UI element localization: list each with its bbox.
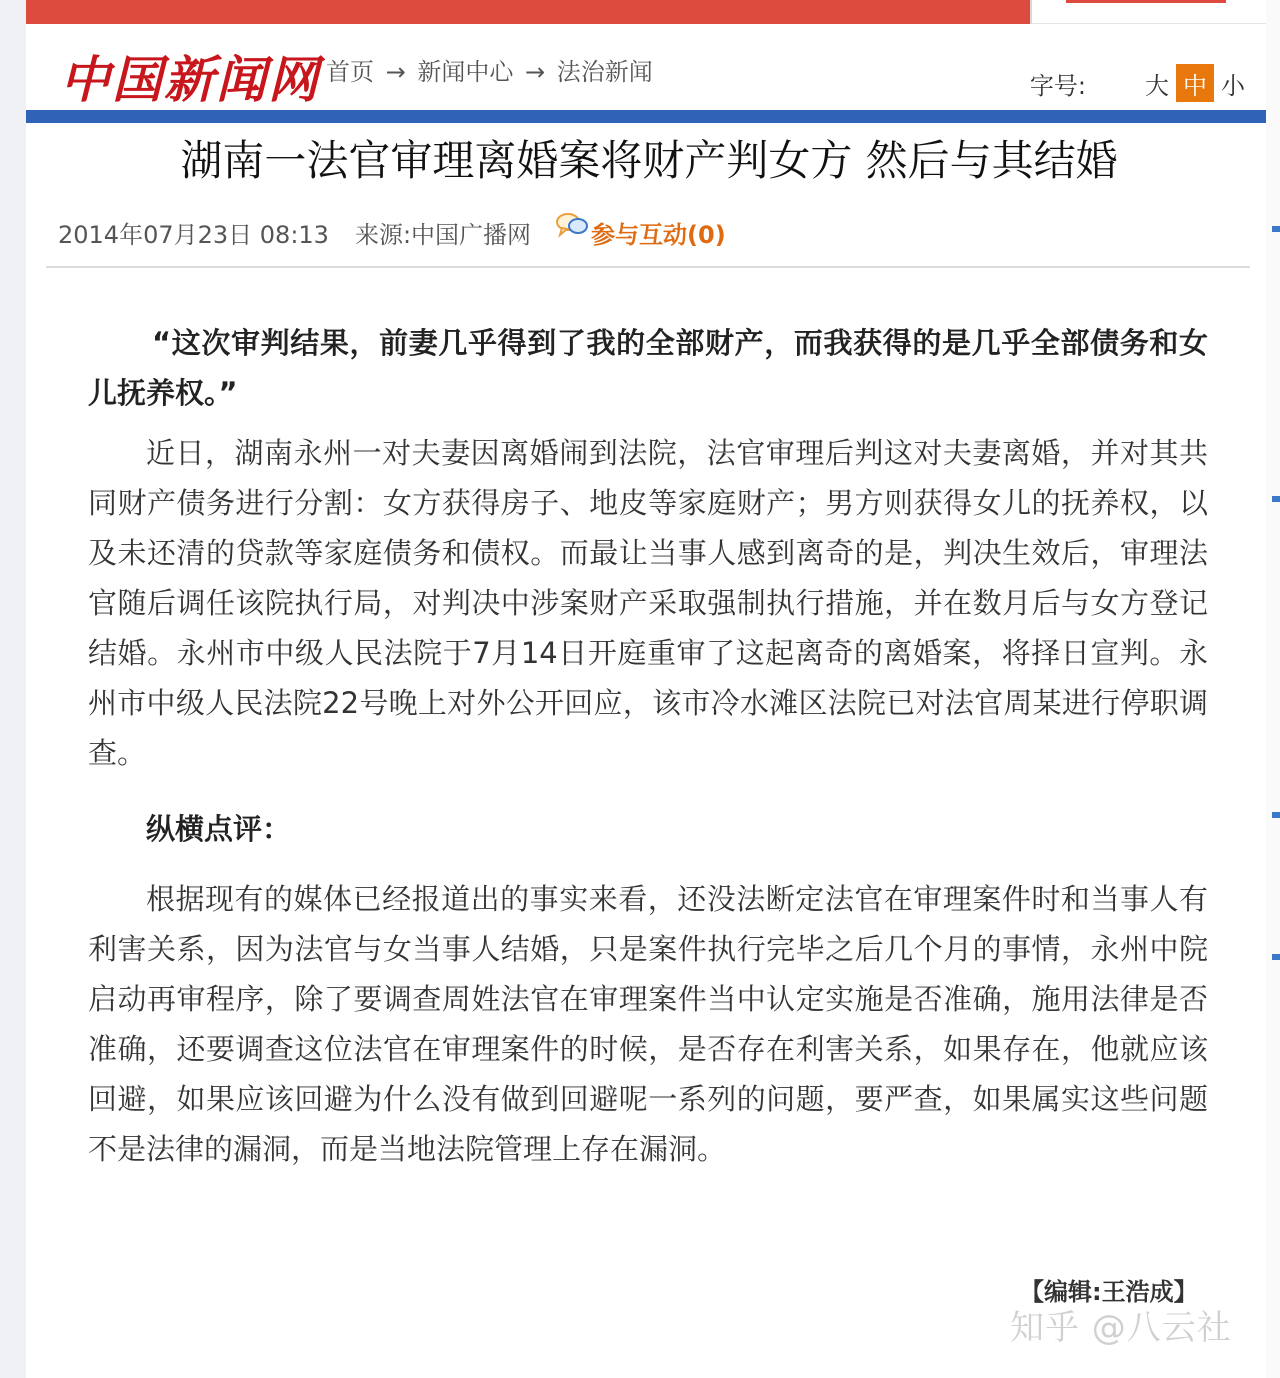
breadcrumb-legal-news-link[interactable]: 法治新闻 <box>556 58 653 86</box>
breadcrumb-news-center-link[interactable]: 新闻中心 <box>417 58 514 86</box>
scroll-marker <box>1272 812 1280 818</box>
font-size-medium-button[interactable]: 中 <box>1176 64 1214 102</box>
editor-credit: 【编辑:王浩成】 <box>1020 1278 1198 1306</box>
source-name: 中国广播网 <box>411 221 532 249</box>
font-size-small-button[interactable]: 小 <box>1221 71 1245 100</box>
interact-label: 参与互动(0) <box>591 221 726 249</box>
top-red-bar <box>26 0 1030 24</box>
scroll-marker <box>1272 954 1280 960</box>
source-label: 来源: <box>354 221 412 249</box>
interact-link[interactable] <box>555 215 726 250</box>
font-size-label: 字号: <box>1029 71 1086 100</box>
header-blue-bar <box>26 110 1266 123</box>
left-gutter <box>0 0 26 1378</box>
breadcrumb-separator: → <box>525 58 546 86</box>
breadcrumb <box>326 52 657 87</box>
article-paragraph: 近日，湖南永州一对夫妻因离婚闹到法院，法官审理后判这对夫妻离婚，并对其共同财产债务进行分割：女方获得房子、地皮等家庭财产；男方则获得女儿的抚养权，以及未还清的贷款等家庭债务和债权。而最让当事人感到离奇的是，判决生效后，审理法官随后调任该院执行局，对判决中涉案财产采取强制执行措施，并在数月后与女方登记结婚。永州市中级人民法院于7月14日开庭重审了这起离奇的离婚案，将择日宣判。永州市中级人民法院22号晚上对外公开回应，该市冷水滩区法院已对法官周某进行停职调查。 <box>88 436 1208 770</box>
breadcrumb-separator: → <box>385 58 406 86</box>
commentary-heading: 纵横点评： <box>146 812 292 846</box>
article-body <box>88 318 1208 1174</box>
site-logo[interactable]: 中国新闻网 <box>60 50 320 109</box>
article-meta <box>58 215 726 250</box>
comment-bubble-icon <box>555 211 589 239</box>
article-paragraph: 根据现有的媒体已经报道出的事实来看，还没法断定法官在审理案件时和当事人有利害关系，因为法官与女当事人结婚，只是案件执行完毕之后几个月的事情，永州中院启动再审程序，除了要调查周姓法官在审理案件当中认定实施是否准确，施用法律是否准确，还要调查这位法官在审理案件的时候，是否存在利害关系，如果存在，他就应该回避，如果应该回避为什么没有做到回避呢一系列的问题，要严查，如果属实这些问题不是法律的漏洞，而是当地法院管理上存在漏洞。 <box>88 882 1208 1166</box>
right-scrollbar-gutter <box>1266 0 1280 1378</box>
site-header <box>26 24 1266 110</box>
font-size-control <box>1030 64 1252 102</box>
article-title: 湖南一法官审理离婚案将财产判女方 然后与其结婚 <box>180 136 1118 185</box>
scroll-marker <box>1272 226 1280 232</box>
top-right-tab <box>1030 0 1266 24</box>
zhihu-watermark: 知乎 @八云社 <box>1010 1308 1232 1348</box>
breadcrumb-home-link[interactable]: 首页 <box>326 58 374 86</box>
article-quote: “这次审判结果，前妻几乎得到了我的全部财产，而我获得的是几乎全部债务和女儿抚养权。” <box>88 326 1208 410</box>
scroll-marker <box>1272 496 1280 502</box>
publish-date: 2014年07月23日 08:13 <box>58 221 329 249</box>
meta-divider <box>46 266 1250 268</box>
font-size-large-button[interactable]: 大 <box>1145 71 1169 100</box>
